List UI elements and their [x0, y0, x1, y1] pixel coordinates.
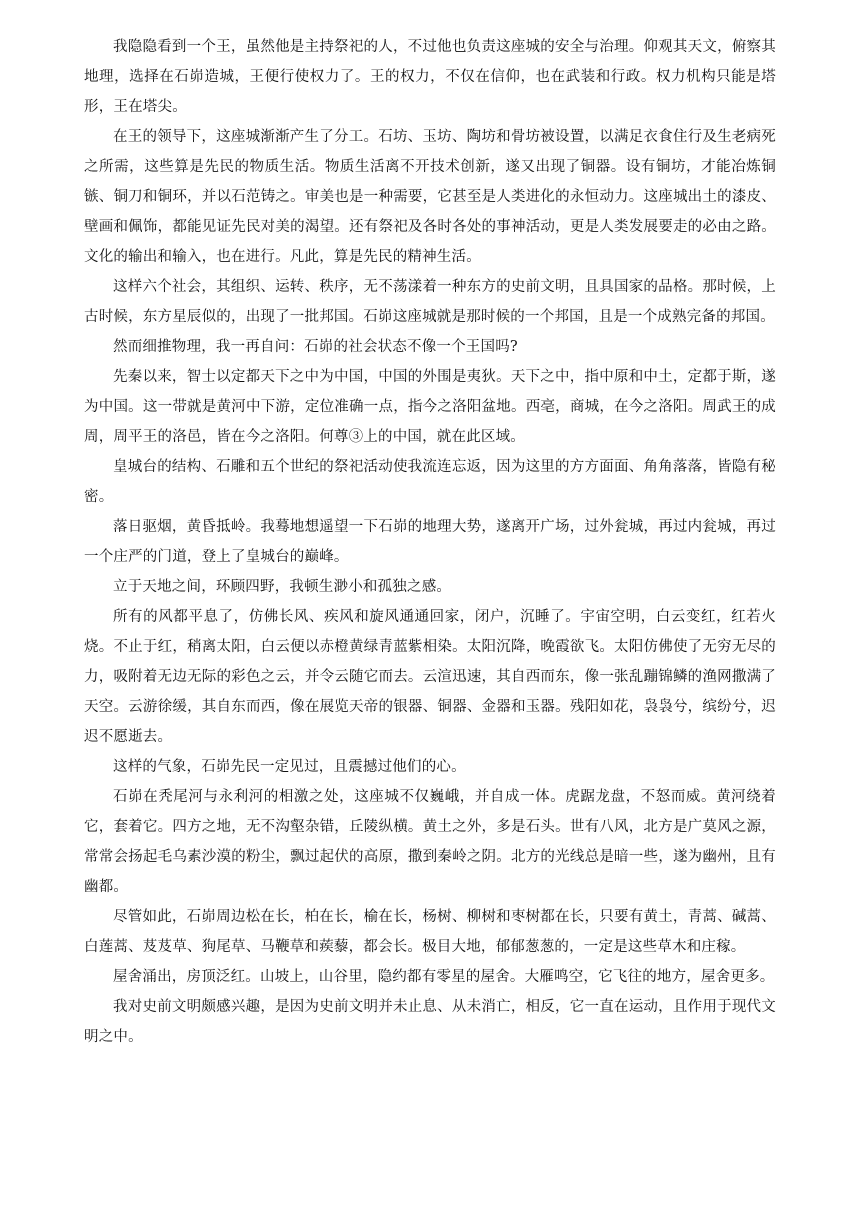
paragraph-7: 落日驱烟，黄昏抵岭。我蓦地想遥望一下石峁的地理大势，遂离开广场，过外瓮城，再过内瓮城，再过一个庄严的门道，登上了皇城台的巅峰。: [84, 519, 776, 565]
paragraph-13: 屋舍涌出，房顶泛红。山坡上，山谷里，隐约都有零星的屋舍。大雁鸣空，它飞往的地方，屋舍更多。: [113, 969, 775, 985]
paragraph-5: 先秦以来，智士以定都天下之中为中国，中国的外围是夷狄。天下之中，指中原和中土，定都于斯，遂为中国。这一带就是黄河中下游，定位准确一点，指今之洛阳盆地。西亳，商城，在今之洛阳。周武王的成周，周平王的洛邑，皆在今之洛阳。何尊③上的中国，就在此区域。: [84, 369, 776, 445]
paragraph-10: 这样的气象，石峁先民一定见过，且震撼过他们的心。: [113, 759, 466, 775]
paragraph-9: 所有的风都平息了，仿佛长风、疾风和旋风通通回家，闭户，沉睡了。宇宙空明，白云变红，红若火烧。不止于红，稍离太阳，白云便以赤橙黄绿青蓝紫相染。太阳沉降，晚霞欲飞。太阳仿佛使了无穷无尽的力，吸附着无边无际的彩色之云，并令云随它而去。云渲迅速，其自西而东，像一张乱蹦锦鳞的渔网撒满了天空。云游徐缓，其自东而西，像在展览天帝的银器、铜器、金器和玉器。残阳如花，袅袅兮，缤纷兮，迟迟不愿逝去。: [84, 609, 776, 745]
paragraph-12: 尽管如此，石峁周边松在长，柏在长，榆在长，杨树、柳树和枣树都在长，只要有黄土，青蒿、碱蒿、白莲蒿、芨芨草、狗尾草、马鞭草和蒺藜，都会长。极目大地，郁郁葱葱的，一定是这些草木和庄稼。: [84, 909, 776, 955]
paragraph-3: 这样六个社会，其组织、运转、秩序，无不荡漾着一种东方的史前文明，且具国家的品格。那时候，上古时候，东方星辰似的，出现了一批邦国。石峁这座城就是那时候的一个邦国，且是一个成熟完备的邦国。: [84, 279, 776, 325]
paragraph-1: 我隐隐看到一个王，虽然他是主持祭祀的人，不过他也负责这座城的安全与治理。仰观其天文，俯察其地理，选择在石峁造城，王便行使权力了。王的权力，不仅在信仰，也在武装和行政。权力机构只能是塔形，王在塔尖。: [84, 39, 776, 115]
paragraph-11: 石峁在秃尾河与永利河的相激之处，这座城不仅巍峨，并自成一体。虎踞龙盘，不怒而威。黄河绕着它，套着它。四方之地，无不沟壑杂错，丘陵纵横。黄土之外，多是石头。世有八风，北方是广莫风之源，常常会扬起毛乌素沙漠的粉尘，飘过起伏的高原，撒到秦岭之阴。北方的光线总是暗一些，遂为幽州，且有幽都。: [84, 789, 776, 895]
paragraph-14: 我对史前文明颇感兴趣，是因为史前文明并未止息、从未消亡，相反，它一直在运动，且作用于现代文明之中。: [84, 999, 776, 1045]
paragraph-8: 立于天地之间，环顾四野，我顿生渺小和孤独之感。: [113, 579, 452, 595]
paragraph-2: 在王的领导下，这座城渐渐产生了分工。石坊、玉坊、陶坊和骨坊被设置，以满足衣食住行及生老病死之所需，这些算是先民的物质生活。物质生活离不开技术创新，遂又出现了铜器。设有铜坊，才能冶炼铜镞、铜刀和铜环，并以石范铸之。审美也是一种需要，它甚至是人类进化的永恒动力。这座城出土的漆皮、壁画和佩饰，都能见证先民对美的渴望。还有祭祀及各时各处的事神活动，更是人类发展要走的必由之路。文化的输出和输入，也在进行。凡此，算是先民的精神生活。: [84, 129, 776, 265]
paragraph-4: 然而细推物理，我一再自问：石峁的社会状态不像一个王国吗?: [113, 339, 518, 355]
paragraph-6: 皇城台的结构、石雕和五个世纪的祭祀活动使我流连忘返，因为这里的方方面面、角角落落，皆隐有秘密。: [84, 459, 776, 505]
